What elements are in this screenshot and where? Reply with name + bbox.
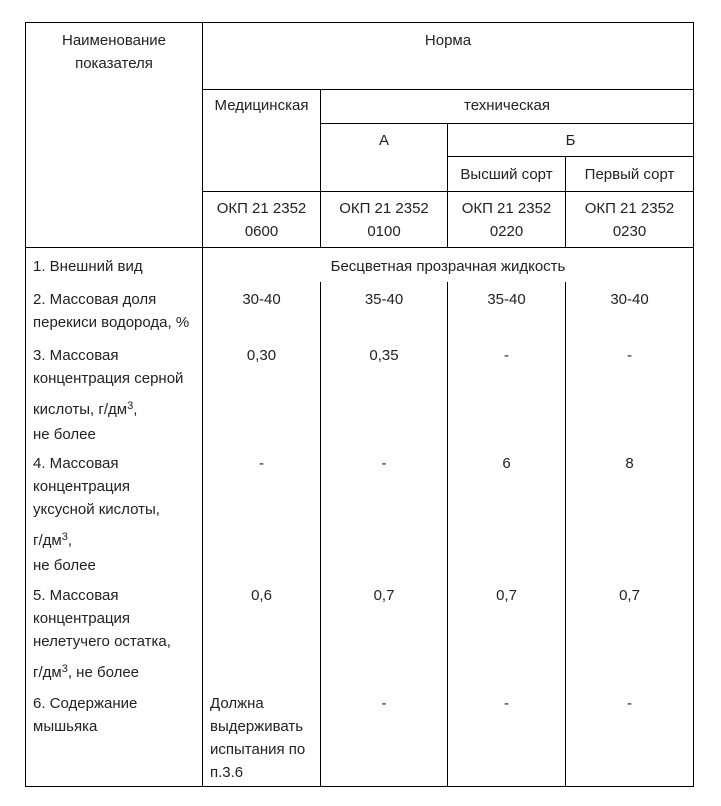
okp-code-grade-a: ОКП 21 2352 0100	[339, 200, 429, 240]
table-cell: 35-40	[364, 291, 404, 308]
medical-header: Медицинская	[214, 97, 309, 114]
row-name-residue: 5. Массовая концентрация нелетучего остатка, $г/дм^3$, не более	[33, 587, 171, 681]
arsenic-medical-value: Должна выдерживать испытания по п.3.6	[210, 695, 306, 781]
first-grade-header: Первый сорт	[584, 166, 675, 183]
table-border-right	[693, 22, 694, 787]
table-cell: -	[381, 695, 387, 712]
technical-header: техническая	[464, 97, 550, 114]
table-cell: -	[259, 455, 264, 472]
table-cell: 0,30	[246, 347, 277, 364]
table-cell: 35-40	[487, 291, 526, 308]
table-cell: 0,35	[369, 347, 399, 364]
row-divider	[202, 191, 694, 192]
row-divider	[320, 123, 694, 124]
grade-a-header: А	[378, 132, 389, 149]
okp-code-medical: ОКП 21 2352 0600	[216, 200, 307, 240]
table-cell: 0,7	[619, 587, 640, 604]
column-divider	[202, 22, 203, 787]
table-cell: 6	[502, 455, 511, 472]
table-cell: 0,6	[251, 587, 272, 604]
table-cell: -	[504, 695, 509, 712]
table-cell: 0,7	[496, 587, 517, 604]
table-cell: -	[627, 695, 632, 712]
table-cell: -	[381, 455, 387, 472]
header-body-divider	[25, 247, 694, 248]
table-cell: 30-40	[610, 291, 649, 308]
table-border-left	[25, 22, 26, 787]
row-name-appearance: 1. Внешний вид	[33, 258, 143, 275]
table-border-bottom	[25, 786, 694, 787]
row-name-acetic-acid: 4. Массовая концентрация уксусной кислоты, $г/дм^3$, не более	[33, 455, 160, 574]
table-border-top	[25, 22, 694, 23]
okp-code-first-grade: ОКП 21 2352 0230	[584, 200, 675, 240]
row-name-sulfuric-acid: 3. Массовая концентрация серной кислоты, $г/дм^3$, не более	[33, 347, 184, 443]
okp-code-top-grade: ОКП 21 2352 0220	[461, 200, 552, 240]
table-cell: -	[504, 347, 509, 364]
row-divider	[202, 89, 694, 90]
table-cell: -	[627, 347, 632, 364]
table-cell: 8	[625, 455, 634, 472]
appearance-value: Бесцветная прозрачная жидкость	[330, 258, 566, 275]
table-cell: 0,7	[373, 587, 395, 604]
row-divider	[447, 156, 694, 157]
indicator-name-header: Наименование показателя	[62, 32, 166, 72]
top-grade-header: Высший сорт	[460, 166, 553, 183]
norm-header: Норма	[424, 32, 472, 49]
grade-b-header: Б	[565, 132, 576, 149]
table-cell: 30-40	[242, 291, 281, 308]
row-name-peroxide: 2. Массовая доля перекиси водорода, %	[33, 291, 190, 331]
row-name-arsenic: 6. Содержание мышьяка	[33, 695, 138, 735]
